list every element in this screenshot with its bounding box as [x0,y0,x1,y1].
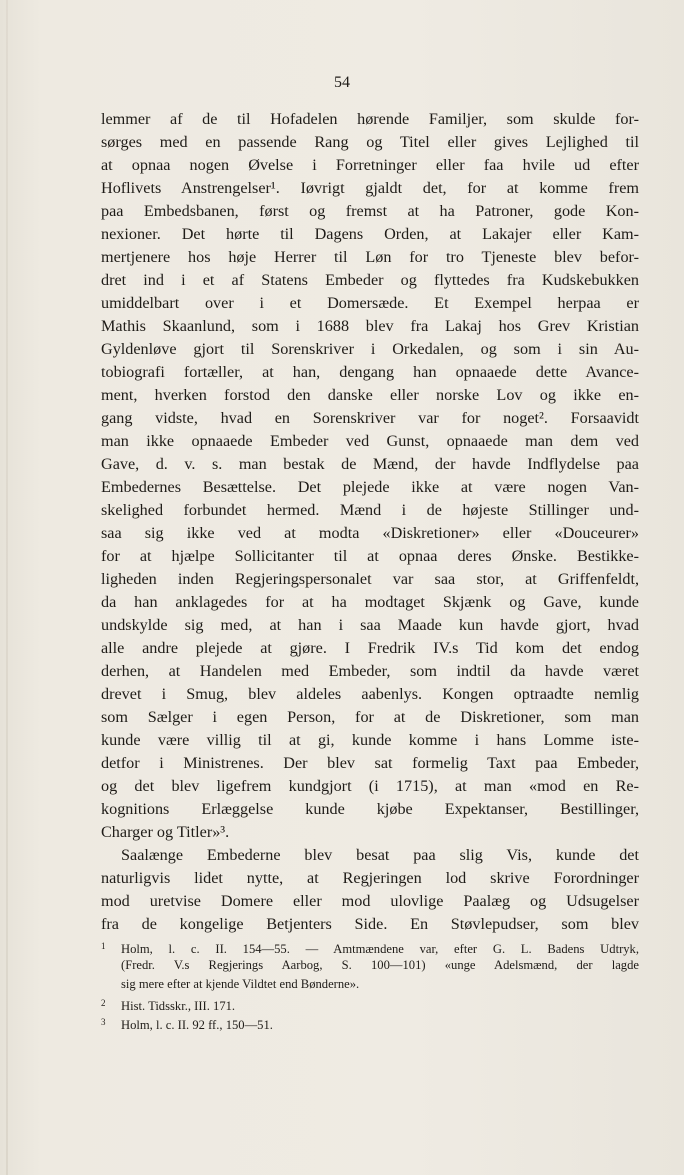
footnote-3 [101,1013,639,1032]
text-line: man ikke opnaaede Embeder ved Gunst, opnaaede man dem ved [101,432,639,450]
text-line: alle andre plejede at gjøre. I Fredrik IV.s Tid kom det endog [101,639,639,657]
text-line: Gave, d. v. s. man bestak de Mænd, der havde Indflydelse paa [101,455,639,473]
text-line: lemmer af de til Hofadelen hørende Familjer, som skulde for- [101,110,639,128]
text-line: derhen, at Handelen med Embeder, som indtil da havde været [101,662,639,680]
text-line: naturligvis lidet nytte, at Regjeringen lod skrive Forordninger [101,869,639,887]
text-line: gang vidste, hvad en Sorenskriver var for noget². Forsaavidt [101,409,639,427]
footnotes [101,937,639,1032]
text-line: detfor i Ministrenes. Der blev sat formelig Taxt paa Embeder, [101,754,639,772]
text-line: ment, hverken forstod den danske eller norske Lov og ikke en- [101,386,639,404]
footnote-1 [101,937,639,956]
footnote-text: (Fredr. V.s Regjerings Aarbog, S. 100—101) «unge Adelsmænd, der lagde [121,958,639,972]
footnote-mark: 2 [101,998,106,1008]
footnote-text: sig mere efter at kjende Vildtet end Bønderne». [121,977,360,991]
text-line: da han anklagedes for at ha modtaget Skjænk og Gave, kunde [101,593,639,611]
text-line: Hoflivets Anstrengelser¹. Iøvrigt gjaldt det, for at komme frem [101,179,639,197]
page-number: 54 [334,74,350,91]
text-line: som Sælger i egen Person, for at de Diskretioner, som man [101,708,639,726]
text-line: mod uretvise Domere eller mod ulovlige Paalæg og Udsugelser [101,892,639,910]
text-line: Mathis Skaanlund, som i 1688 blev fra Lakaj hos Grev Kristian [101,317,639,335]
text-line: Charger og Titler»³. [101,823,230,841]
footnote-text: Hist. Tidsskr., III. 171. [121,999,236,1013]
text-line: tobiografi fortæller, at han, dengang han opnaaede dette Avance- [101,363,639,381]
footnote-text: Holm, l. c. II. 92 ff., 150—51. [121,1018,273,1032]
text-line: umiddelbart over i et Domersæde. Et Exempel herpaa er [101,294,639,312]
text-line: kunde være villig til at gi, kunde komme i hans Lomme iste- [101,731,639,749]
footnote-1-cont [101,975,639,994]
text-line: sørges med en passende Rang og Titel eller gives Lejlighed til [101,133,639,151]
footnote-2 [101,994,639,1013]
text-line: ligheden inden Regjeringspersonalet var saa stor, at Griffenfeldt, [101,570,639,588]
footnote-mark: 3 [101,1017,106,1027]
footnote-1-cont [101,956,639,975]
footnote-text: Holm, l. c. II. 154—55. — Amtmændene var, efter G. L. Badens Udtryk, [121,942,639,956]
text-line: mertjenere hos høje Herrer til Løn for tro Tjeneste blev befor- [101,248,639,266]
text-line: at opnaa nogen Øvelse i Forretninger eller faa hvile ud efter [101,156,639,174]
text-line: paa Embedsbanen, først og fremst at ha Patroner, gode Kon- [101,202,639,220]
text-line: og det blev ligefrem kundgjort (i 1715), at man «mod en Re- [101,777,639,795]
text-line: kognitions Erlæggelse kunde kjøbe Expektanser, Bestillinger, [101,800,639,818]
text-line: skelighed forbundet hermed. Mænd i de højeste Stillinger und- [101,501,639,519]
text-line: saa sig ikke ved at modta «Diskretioner» eller «Douceurer» [101,524,639,542]
text-line: drevet i Smug, blev aldeles aabenlys. Kongen optraadte nemlig [101,685,639,703]
text-line: undskylde sig med, at han i saa Maade kun havde gjort, hvad [101,616,639,634]
text-line: dret ind i et af Statens Embeder og flyttedes fra Kudskebukken [101,271,639,289]
text-line: for at hjælpe Sollicitanter til at opnaa deres Ønske. Bestikke- [101,547,639,565]
text-line: Embedernes Besættelse. Det plejede ikke at være nogen Van- [101,478,639,496]
text-line: Gyldenløve gjort til Sorenskriver i Orkedalen, og som i sin Au- [101,340,639,358]
body-text [101,108,639,936]
text-line: Saalænge Embederne blev besat paa slig Vis, kunde det [121,846,639,864]
text-line: nexioner. Det hørte til Dagens Orden, at Lakajer eller Kam- [101,225,639,243]
text-line: fra de kongelige Betjenters Side. En Støvlepudser, som blev [101,915,639,933]
footnote-mark: 1 [101,941,106,951]
page-edge-shadow [6,0,8,1175]
